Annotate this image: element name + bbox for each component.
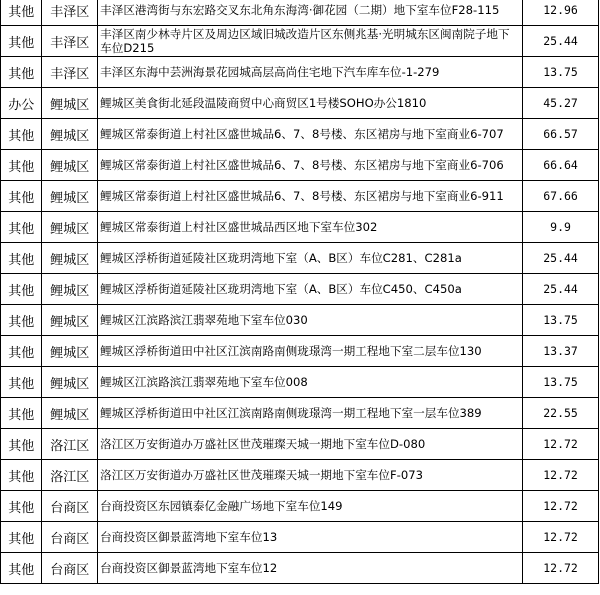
location-cell: 洛江区万安街道办万盛社区世茂璀璨天城一期地下室车位F-073 xyxy=(98,460,523,491)
district-cell: 台商区 xyxy=(42,491,98,522)
area-cell: 12.72 xyxy=(523,553,599,584)
location-cell: 鲤城区江滨路滨江翡翠苑地下室车位008 xyxy=(98,367,523,398)
location-cell: 丰泽区港湾街与东宏路交叉东北角东海湾·御花园（二期）地下室车位F28-115 xyxy=(98,0,523,26)
location-cell: 鲤城区美食街北延段温陵商贸中心商贸区1号楼SOHO办公1810 xyxy=(98,88,523,119)
table-row xyxy=(1,181,599,212)
table-row xyxy=(1,522,599,553)
district-cell: 鲤城区 xyxy=(42,367,98,398)
area-cell: 13.37 xyxy=(523,336,599,367)
location-cell: 丰泽区南少林寺片区及周边区域旧城改造片区东侧兆基·光明城东区闽南院子地下车位D215 xyxy=(98,26,523,57)
district-cell: 鲤城区 xyxy=(42,274,98,305)
district-cell: 丰泽区 xyxy=(42,26,98,57)
area-cell: 13.75 xyxy=(523,305,599,336)
type-cell: 其他 xyxy=(1,460,42,491)
location-cell: 鲤城区浮桥街道延陵社区珑玥湾地下室（A、B区）车位C450、C450a xyxy=(98,274,523,305)
table-row xyxy=(1,57,599,88)
type-cell: 其他 xyxy=(1,274,42,305)
district-cell: 鲤城区 xyxy=(42,88,98,119)
area-cell: 25.44 xyxy=(523,26,599,57)
area-cell: 12.72 xyxy=(523,522,599,553)
area-cell: 12.72 xyxy=(523,429,599,460)
location-cell: 鲤城区浮桥街道田中社区江滨南路南侧珑璟湾一期工程地下室一层车位389 xyxy=(98,398,523,429)
table-row xyxy=(1,88,599,119)
location-cell: 丰泽区东海中芸洲海景花园城高层高尚住宅地下汽车库车位-1-279 xyxy=(98,57,523,88)
location-cell: 鲤城区江滨路滨江翡翠苑地下室车位030 xyxy=(98,305,523,336)
area-cell: 66.64 xyxy=(523,150,599,181)
type-cell: 其他 xyxy=(1,367,42,398)
table-row xyxy=(1,0,599,26)
district-cell: 台商区 xyxy=(42,553,98,584)
area-cell: 13.75 xyxy=(523,367,599,398)
table-row xyxy=(1,460,599,491)
type-cell: 其他 xyxy=(1,398,42,429)
location-cell: 洛江区万安街道办万盛社区世茂璀璨天城一期地下室车位D-080 xyxy=(98,429,523,460)
location-cell: 鲤城区浮桥街道田中社区江滨南路南侧珑璟湾一期工程地下室二层车位130 xyxy=(98,336,523,367)
location-cell: 台商投资区御景蓝湾地下室车位12 xyxy=(98,553,523,584)
area-cell: 25.44 xyxy=(523,243,599,274)
location-cell: 鲤城区常泰街道上村社区盛世城品6、7、8号楼、东区裙房与地下室商业6-911 xyxy=(98,181,523,212)
type-cell: 其他 xyxy=(1,336,42,367)
table-row xyxy=(1,336,599,367)
table-row xyxy=(1,398,599,429)
location-cell: 鲤城区常泰街道上村社区盛世城品6、7、8号楼、东区裙房与地下室商业6-707 xyxy=(98,119,523,150)
table-row xyxy=(1,429,599,460)
table-row xyxy=(1,26,599,57)
type-cell: 其他 xyxy=(1,181,42,212)
area-cell: 12.96 xyxy=(523,0,599,26)
type-cell: 其他 xyxy=(1,119,42,150)
area-cell: 25.44 xyxy=(523,274,599,305)
district-cell: 洛江区 xyxy=(42,429,98,460)
type-cell: 其他 xyxy=(1,0,42,26)
district-cell: 鲤城区 xyxy=(42,181,98,212)
table-row xyxy=(1,367,599,398)
location-cell: 鲤城区浮桥街道延陵社区珑玥湾地下室（A、B区）车位C281、C281a xyxy=(98,243,523,274)
district-cell: 鲤城区 xyxy=(42,305,98,336)
type-cell: 其他 xyxy=(1,429,42,460)
area-cell: 67.66 xyxy=(523,181,599,212)
table-row xyxy=(1,274,599,305)
type-cell: 其他 xyxy=(1,57,42,88)
area-cell: 45.27 xyxy=(523,88,599,119)
district-cell: 丰泽区 xyxy=(42,57,98,88)
district-cell: 丰泽区 xyxy=(42,0,98,26)
table-row xyxy=(1,212,599,243)
table-row xyxy=(1,553,599,584)
type-cell: 其他 xyxy=(1,305,42,336)
district-cell: 鲤城区 xyxy=(42,150,98,181)
location-cell: 鲤城区常泰街道上村社区盛世城品6、7、8号楼、东区裙房与地下室商业6-706 xyxy=(98,150,523,181)
type-cell: 其他 xyxy=(1,491,42,522)
area-cell: 66.57 xyxy=(523,119,599,150)
type-cell: 其他 xyxy=(1,553,42,584)
district-cell: 台商区 xyxy=(42,522,98,553)
district-cell: 洛江区 xyxy=(42,460,98,491)
district-cell: 鲤城区 xyxy=(42,243,98,274)
area-cell: 9.9 xyxy=(523,212,599,243)
area-cell: 22.55 xyxy=(523,398,599,429)
table-row xyxy=(1,243,599,274)
district-cell: 鲤城区 xyxy=(42,336,98,367)
type-cell: 其他 xyxy=(1,522,42,553)
type-cell: 其他 xyxy=(1,150,42,181)
location-cell: 台商投资区御景蓝湾地下室车位13 xyxy=(98,522,523,553)
location-cell: 鲤城区常泰街道上村社区盛世城品西区地下室车位302 xyxy=(98,212,523,243)
type-cell: 其他 xyxy=(1,243,42,274)
type-cell: 其他 xyxy=(1,212,42,243)
table-row xyxy=(1,491,599,522)
location-cell: 台商投资区东园镇泰亿金融广场地下室车位149 xyxy=(98,491,523,522)
district-cell: 鲤城区 xyxy=(42,398,98,429)
table-row xyxy=(1,305,599,336)
area-cell: 12.72 xyxy=(523,491,599,522)
type-cell: 办公 xyxy=(1,88,42,119)
table-row xyxy=(1,150,599,181)
area-cell: 12.72 xyxy=(523,460,599,491)
district-cell: 鲤城区 xyxy=(42,119,98,150)
table-body xyxy=(1,0,599,584)
area-cell: 13.75 xyxy=(523,57,599,88)
table-row xyxy=(1,119,599,150)
type-cell: 其他 xyxy=(1,26,42,57)
district-cell: 鲤城区 xyxy=(42,212,98,243)
